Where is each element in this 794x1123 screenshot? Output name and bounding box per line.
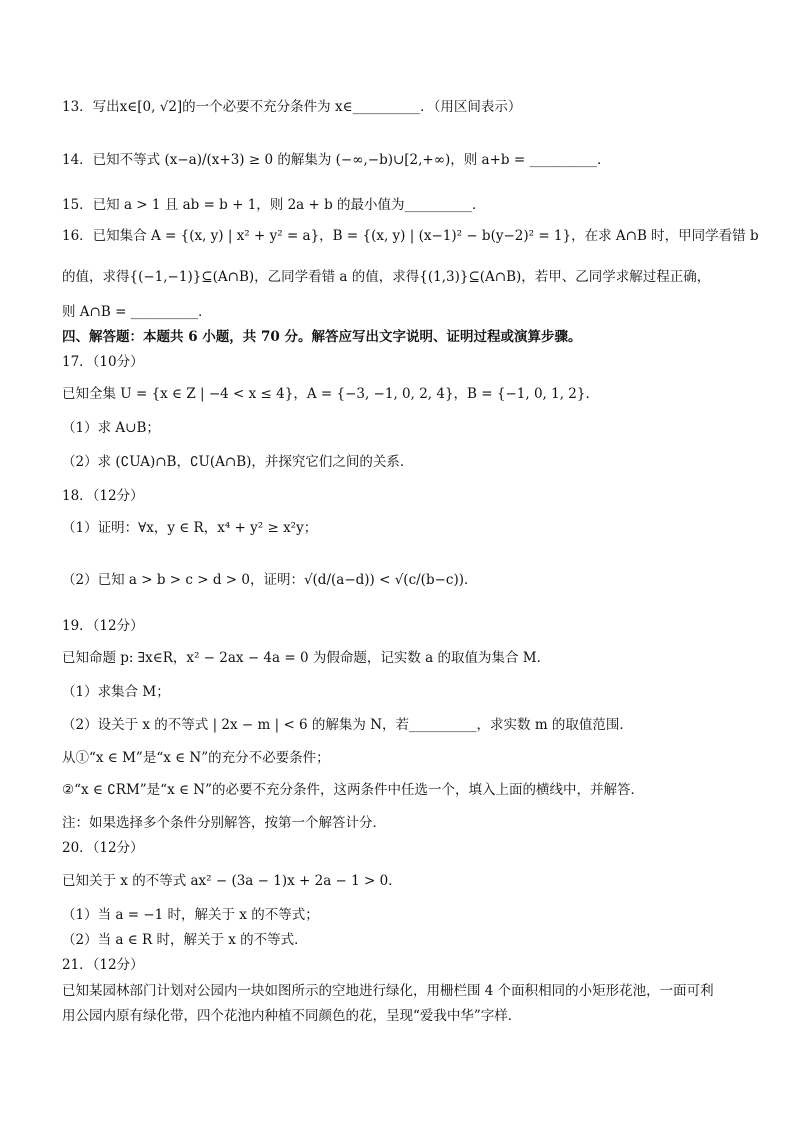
- question-17-part-1: （1）求 A∪B；: [62, 420, 160, 436]
- question-19-header: 19．（12分）: [62, 618, 144, 634]
- question-17-part-2: （2）求 (∁UA)∩B，∁U(A∩B)，并探究它们之间的关系．: [62, 454, 414, 470]
- question-21-stem-line-1: 已知某园林部门计划对公园内一块如图所示的空地进行绿化，用栅栏围 4 个面积相同的小矩形花池，一面可利: [62, 983, 714, 999]
- question-19-part-2: （2）设关于 x 的不等式 | 2x − m | < 6 的解集为 N，若__________，求实数 m 的取值范围．: [62, 717, 633, 733]
- question-19-stem: 已知命题 p: ∃x∈R，x² − 2ax − 4a = 0 为假命题，记实数 a 的取值为集合 M．: [62, 650, 551, 666]
- question-18-part-1: （1）证明：∀x，y ∈ R，x⁴ + y² ≥ x²y；: [62, 520, 318, 536]
- question-21-stem-line-2: 用公园内原有绿化带，四个花池内种植不同颜色的花，呈现“爱我中华”字样．: [62, 1008, 522, 1024]
- question-20-part-1: （1）当 a = −1 时，解关于 x 的不等式；: [62, 907, 319, 923]
- question-18-header: 18．（12分）: [62, 488, 144, 504]
- question-20-header: 20．（12分）: [62, 840, 144, 856]
- question-19-choice-2: ②“x ∈ ∁RM”是“x ∈ N”的必要不充分条件，这两条件中任选一个，填入上面的横线中，并解答．: [62, 782, 644, 798]
- question-14: 14．已知不等式 (x−a)/(x+3) ≥ 0 的解集为 (−∞,−b)∪[2,+∞)，则 a+b = __________．: [62, 152, 611, 168]
- question-18-part-2: （2）已知 a > b > c > d > 0，证明：√(d/(a−d)) < √(c/(b−c))．: [62, 572, 478, 588]
- question-16-line-3: 则 A∩B = __________．: [62, 304, 212, 320]
- question-15: 15．已知 a > 1 且 ab = b + 1，则 2a + b 的最小值为__________．: [62, 197, 486, 213]
- question-16-line-1: 16．已知集合 A = {(x, y) | x² + y² = a}，B = {(x, y) | (x−1)² − b(y−2)² = 1}，在求 A∩B 时，甲同学看错 b: [62, 228, 759, 244]
- question-16-line-2: 的值，求得{(−1,−1)}⊆(A∩B)，乙同学看错 a 的值，求得{(1,3)}⊆(A∩B)，若甲、乙同学求解过程正确，: [62, 269, 711, 285]
- question-20-part-2: （2）当 a ∈ R 时，解关于 x 的不等式．: [62, 932, 308, 948]
- question-17-stem: 已知全集 U = {x ∈ Z | −4 < x ≤ 4}，A = {−3, −1, 0, 2, 4}，B = {−1, 0, 1, 2}．: [62, 386, 599, 402]
- question-19-part-1: （1）求集合 M；: [62, 684, 170, 700]
- question-19-choice-1: 从①“x ∈ M”是“x ∈ N”的充分不必要条件；: [62, 750, 330, 766]
- question-17-header: 17．（10分）: [62, 354, 144, 370]
- question-21-header: 21．（12分）: [62, 957, 144, 973]
- question-13: 13．写出x∈[0, √2]的一个必要不充分条件为 x∈__________．（用区间表示）: [62, 99, 522, 115]
- question-20-stem: 已知关于 x 的不等式 ax² − (3a − 1)x + 2a − 1 > 0．: [62, 873, 402, 889]
- question-19-note: 注：如果选择多个条件分别解答，按第一个解答计分．: [62, 815, 386, 831]
- section-4-heading: 四、解答题：本题共 6 小题，共 70 分。解答应写出文字说明、证明过程或演算步骤。: [62, 329, 582, 345]
